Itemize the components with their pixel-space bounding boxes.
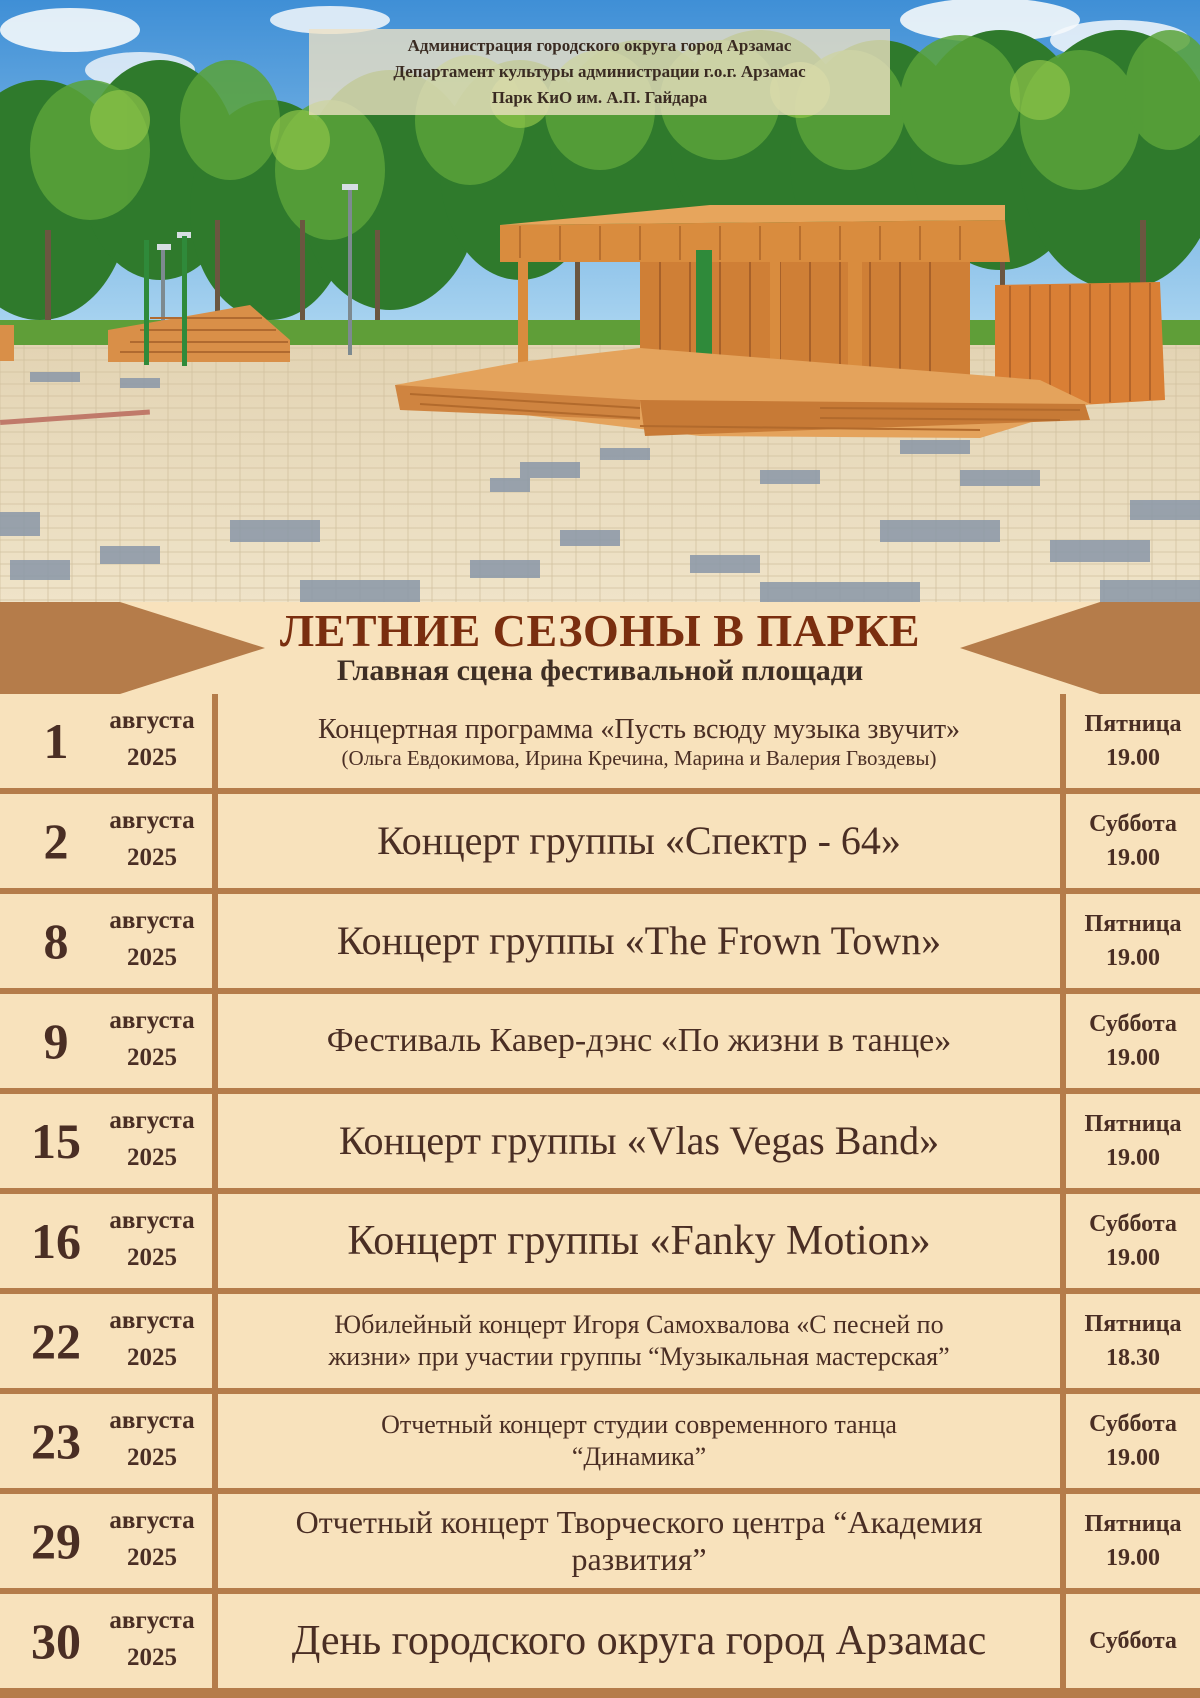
date-month: августа <box>109 1607 195 1634</box>
date-year: 2025 <box>127 1544 177 1571</box>
event-cell <box>218 794 1060 888</box>
weekday: Суббота <box>1089 1411 1177 1437</box>
event-performers: (Ольга Евдокимова, Ирина Кречина, Марина и Валерия Гвоздевы) <box>341 745 937 770</box>
event-title-line-1: Юбилейный концерт Игоря Самохвалова «С песней по <box>334 1310 944 1339</box>
start-time: 18.30 <box>1106 1345 1160 1371</box>
event-cell <box>218 694 1060 788</box>
weekday: Суббота <box>1089 1011 1177 1037</box>
date-cell <box>0 694 212 788</box>
date-day: 15 <box>31 1113 81 1169</box>
time-cell <box>1066 694 1200 788</box>
time-cell <box>1066 1294 1200 1388</box>
header-line-department: Департамент культуры администрации г.о.г. Арзамас <box>393 62 806 81</box>
schedule-row <box>0 1194 1200 1288</box>
date-month: августа <box>109 907 195 934</box>
date-cell <box>0 1094 212 1188</box>
page-title: ЛЕТНИЕ СЕЗОНЫ В ПАРКЕ <box>279 605 921 656</box>
date-year: 2025 <box>127 1244 177 1271</box>
event-title-line-1: Отчетный концерт Творческого центра “Академия <box>295 1504 983 1540</box>
weekday: Суббота <box>1089 1211 1177 1237</box>
date-year: 2025 <box>127 1344 177 1371</box>
title-banner <box>0 602 1200 694</box>
event-title: Фестиваль Кавер-дэнс «По жизни в танце» <box>326 1022 952 1059</box>
event-cell <box>218 1194 1060 1288</box>
event-title: Концертная программа «Пусть всюду музыка звучит» <box>317 713 961 745</box>
time-cell <box>1066 1394 1200 1488</box>
event-title-line-2: развития” <box>571 1541 707 1577</box>
event-schedule <box>0 694 1200 1698</box>
time-cell <box>1066 1094 1200 1188</box>
date-year: 2025 <box>127 1144 177 1171</box>
date-year: 2025 <box>127 844 177 871</box>
event-cell <box>218 1494 1060 1588</box>
weekday: Пятница <box>1084 1311 1182 1337</box>
time-cell <box>1066 794 1200 888</box>
event-title-line-1: Отчетный концерт студии современного танца <box>381 1410 897 1439</box>
date-cell <box>0 1594 212 1688</box>
page-subtitle: Главная сцена фестивальной площади <box>336 654 864 687</box>
weekday: Пятница <box>1084 1511 1182 1537</box>
date-month: августа <box>109 1207 195 1234</box>
schedule-row <box>0 1494 1200 1588</box>
date-year: 2025 <box>127 1044 177 1071</box>
schedule-row <box>0 1594 1200 1688</box>
date-year: 2025 <box>127 1644 177 1671</box>
weekday: Суббота <box>1089 811 1177 837</box>
administration-header <box>309 29 890 115</box>
date-day: 23 <box>31 1413 81 1469</box>
date-cell <box>0 994 212 1088</box>
park-illustration <box>0 0 1200 602</box>
date-cell <box>0 794 212 888</box>
date-year: 2025 <box>127 744 177 771</box>
date-day: 9 <box>43 1013 69 1069</box>
schedule-row <box>0 894 1200 988</box>
date-day: 30 <box>31 1613 81 1669</box>
date-year: 2025 <box>127 1444 177 1471</box>
event-cell <box>218 1094 1060 1188</box>
start-time: 19.00 <box>1106 1545 1160 1571</box>
start-time: 19.00 <box>1106 945 1160 971</box>
date-month: августа <box>109 807 195 834</box>
event-title-line-2: жизни» при участии группы “Музыкальная мастерская” <box>328 1342 950 1371</box>
date-cell <box>0 1294 212 1388</box>
date-month: августа <box>109 1407 195 1434</box>
weekday: Пятница <box>1084 1111 1182 1137</box>
start-time: 19.00 <box>1106 745 1160 771</box>
event-cell <box>218 994 1060 1088</box>
schedule-row <box>0 1094 1200 1188</box>
schedule-row <box>0 1294 1200 1388</box>
start-time: 19.00 <box>1106 1045 1160 1071</box>
event-title: Концерт группы «Спектр - 64» <box>377 818 901 863</box>
start-time: 19.00 <box>1106 1245 1160 1271</box>
event-title: Концерт группы «Fanky Motion» <box>347 1218 931 1264</box>
event-cell <box>218 894 1060 988</box>
weekday: Суббота <box>1089 1628 1177 1654</box>
time-cell <box>1066 894 1200 988</box>
date-month: августа <box>109 1507 195 1534</box>
schedule-row <box>0 1394 1200 1488</box>
event-title: Концерт группы «The Frown Town» <box>336 918 942 963</box>
date-month: августа <box>109 1007 195 1034</box>
event-title: День городского округа город Арзамас <box>291 1618 987 1664</box>
schedule-row <box>0 994 1200 1088</box>
event-cell <box>218 1594 1060 1688</box>
header-line-administration: Администрация городского округа город Арзамас <box>407 36 792 55</box>
date-year: 2025 <box>127 944 177 971</box>
schedule-row <box>0 794 1200 888</box>
date-cell <box>0 1494 212 1588</box>
date-day: 8 <box>43 913 69 969</box>
date-day: 1 <box>43 713 69 769</box>
time-cell <box>1066 1494 1200 1588</box>
event-title-line-2: “Динамика” <box>571 1442 707 1471</box>
header-line-park: Парк КиО им. А.П. Гайдара <box>491 88 708 107</box>
start-time: 19.00 <box>1106 1445 1160 1471</box>
date-day: 16 <box>31 1213 81 1269</box>
schedule-row <box>0 694 1200 788</box>
date-day: 2 <box>43 813 69 869</box>
date-day: 29 <box>31 1513 81 1569</box>
date-month: августа <box>109 707 195 734</box>
date-month: августа <box>109 1107 195 1134</box>
weekday: Пятница <box>1084 911 1182 937</box>
date-cell <box>0 1194 212 1288</box>
start-time: 19.00 <box>1106 845 1160 871</box>
time-cell <box>1066 994 1200 1088</box>
date-cell <box>0 1394 212 1488</box>
date-cell <box>0 894 212 988</box>
start-time: 19.00 <box>1106 1145 1160 1171</box>
event-title: Концерт группы «Vlas Vegas Band» <box>338 1118 940 1163</box>
event-cell <box>218 1394 1060 1488</box>
time-cell <box>1066 1594 1200 1688</box>
weekday: Пятница <box>1084 711 1182 737</box>
date-day: 22 <box>31 1313 81 1369</box>
date-month: августа <box>109 1307 195 1334</box>
time-cell <box>1066 1194 1200 1288</box>
event-cell <box>218 1294 1060 1388</box>
